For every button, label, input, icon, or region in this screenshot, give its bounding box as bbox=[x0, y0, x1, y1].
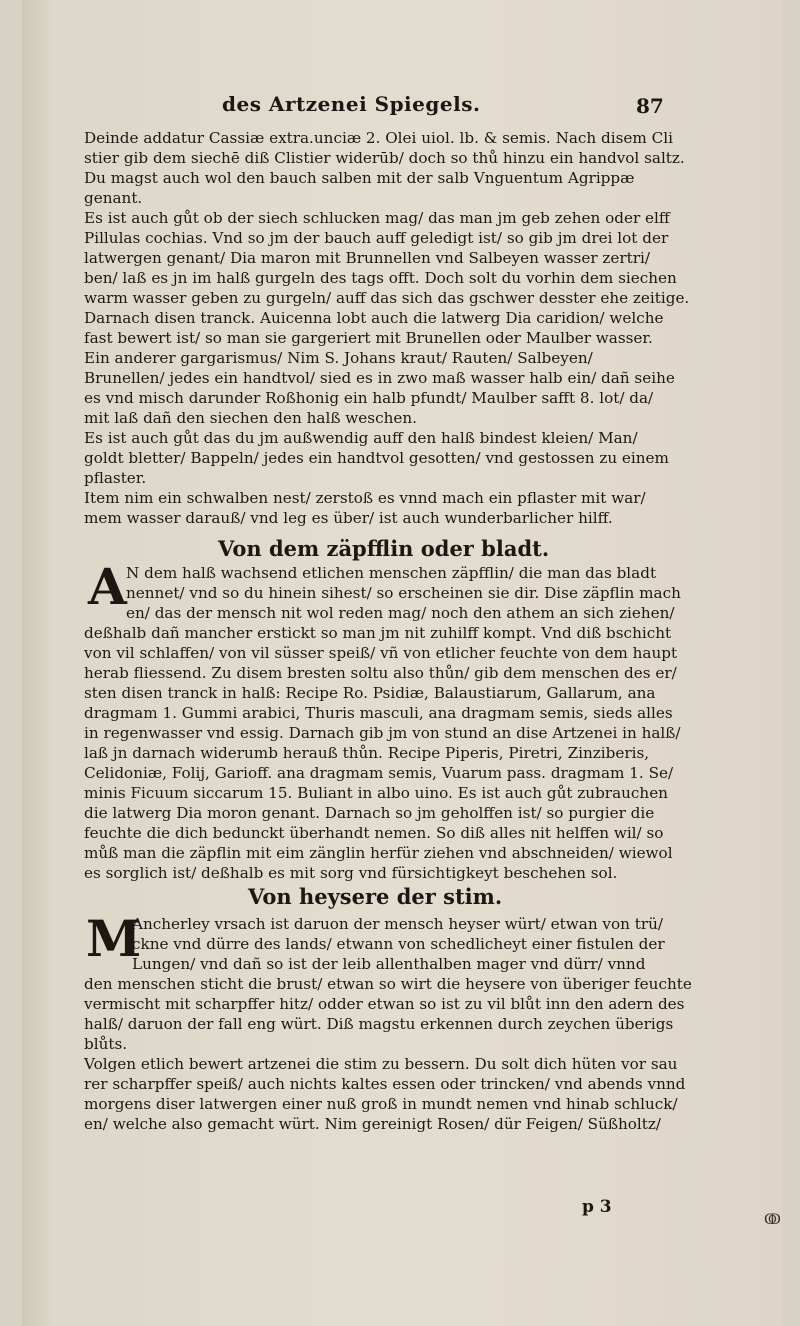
text-line: laß jn darnach widerumb herauß thůn. Recipe Piperis, Piretri, Zinziberis, bbox=[84, 744, 650, 762]
text-line: mem wasser darauß/ vnd leg es über/ ist auch wunderbarlicher hilff. bbox=[84, 509, 613, 527]
text-line: deßhalb dañ mancher erstickt so man jm nit zuhilff kompt. Vnd diß bschicht bbox=[84, 624, 672, 642]
text-line: sten disen tranck in halß: Recipe Ro. Psidiæ, Balaustiarum, Gallarum, ana bbox=[84, 684, 656, 702]
text-block-zaepfflin bbox=[84, 623, 681, 883]
text-line: es vnd misch darunder Roßhonig ein halb pfundt/ Maulber safft 8. lot/ da/ bbox=[84, 389, 654, 407]
text-line: morgens diser latwergen einer nuß groß in mundt nemen vnd hinab schluck/ bbox=[84, 1095, 678, 1113]
text-line: Item nim ein schwalben nest/ zerstoß es vnnd mach ein pflaster mit war/ bbox=[84, 489, 646, 507]
text-line: den menschen sticht die brust/ etwan so wirt die heysere von überiger feuchte bbox=[84, 975, 692, 993]
text-line: Pillulas cochias. Vnd so jm der bauch auff geledigt ist/ so gib jm drei lot der bbox=[84, 229, 669, 247]
text-line: ben/ laß es jn im halß gurgeln des tags offt. Doch solt du vorhin dem siechen bbox=[84, 269, 677, 287]
text-line: Brunellen/ jedes ein handtvol/ sied es in zwo maß wasser halb ein/ dañ seihe bbox=[84, 369, 675, 387]
signature-mark: p 3 bbox=[582, 1197, 612, 1217]
text-line: en/ das der mensch nit wol reden mag/ noch den athem an sich ziehen/ bbox=[126, 604, 675, 622]
text-line: pflaster. bbox=[84, 469, 147, 487]
text-line: feuchte die dich bedunckt überhandt nemen. So diß alles nit helffen wil/ so bbox=[84, 824, 664, 842]
text-block-clyster bbox=[84, 128, 690, 528]
running-head: des Artzenei Spiegels. bbox=[222, 92, 481, 116]
text-line: Darnach disen tranck. Auicenna lobt auch die latwerg Dia caridion/ welche bbox=[84, 309, 664, 327]
decorated-initial-a: A bbox=[88, 557, 127, 616]
text-line: Volgen etlich bewert artzenei die stim zu bessern. Du solt dich hüten vor sau bbox=[84, 1055, 678, 1073]
text-block-heysere bbox=[84, 974, 692, 1134]
text-line: Es ist auch gůt ob der siech schlucken mag/ das man jm geb zehen oder elff bbox=[84, 209, 670, 227]
text-line: Ein anderer gargarismus/ Nim S. Johans kraut/ Rauten/ Salbeyen/ bbox=[84, 349, 593, 367]
text-line: rer scharpffer speiß/ auch nichts kaltes essen oder trincken/ vnd abends vnnd bbox=[84, 1075, 686, 1093]
text-line: můß man die zäpflin mit eim zänglin herfür ziehen vnd abschneiden/ wiewol bbox=[84, 844, 673, 862]
text-line: fast bewert ist/ so man sie gargeriert mit Brunellen oder Maulber wasser. bbox=[84, 329, 653, 347]
text-line: halß/ daruon der fall eng würt. Diß magstu erkennen durch zeychen überigs bbox=[84, 1015, 674, 1033]
text-line: genant. bbox=[84, 189, 143, 207]
text-line: N dem halß wachsend etlichen menschen zäpfflin/ die man das bladt bbox=[126, 564, 657, 582]
text-line: ckne vnd dürre des lands/ etwann von schedlicheyt einer fistulen der bbox=[132, 935, 665, 953]
book-page bbox=[22, 0, 782, 1326]
text-line: en/ welche also gemacht würt. Nim gereinigt Rosen/ dür Feigen/ Süßholtz/ bbox=[84, 1115, 662, 1133]
text-line: Du magst auch wol den bauch salben mit der salb Vnguentum Agrippæ bbox=[84, 169, 635, 187]
decorated-initial-m: M bbox=[86, 909, 142, 968]
text-line: es sorglich ist/ deßhalb es mit sorg vnd fürsichtigkeyt beschehen sol. bbox=[84, 864, 618, 882]
text-line: dragmam 1. Gummi arabici, Thuris masculi, ana dragmam semis, sieds alles bbox=[84, 704, 673, 722]
text-line: blůts. bbox=[84, 1035, 128, 1053]
text-line: minis Ficuum siccarum 15. Buliant in albo uino. Es ist auch gůt zubrauchen bbox=[84, 784, 668, 802]
text-line: stier gib dem siechē diß Clistier widerūb/ doch so thů hinzu ein handvol saltz. bbox=[84, 149, 685, 167]
text-block-zaepfflin-intro bbox=[126, 563, 681, 623]
text-line: von vil schlaffen/ von vil süsser speiß/ vñ von etlicher feuchte von dem haupt bbox=[84, 644, 678, 662]
text-line: goldt bletter/ Bappeln/ jedes ein handtvol gesotten/ vnd gestossen zu einem bbox=[84, 449, 669, 467]
section-heading-heysere: Von heysere der stim. bbox=[248, 884, 503, 909]
section-heading-zaepfflin: Von dem zäpfflin oder bladt. bbox=[218, 536, 550, 561]
text-line: in regenwasser vnd essig. Darnach gib jm von stund an dise Artzenei in halß/ bbox=[84, 724, 681, 742]
text-line: Deinde addatur Cassiæ extra.unciæ 2. Olei uiol. lb. & semis. Nach disem Cli bbox=[84, 129, 673, 147]
text-line: Es ist auch gůt das du jm außwendig auff den halß bindest kleien/ Man/ bbox=[84, 429, 638, 447]
text-line: vermischt mit scharpffer hitz/ odder etwan so ist zu vil blůt inn den adern des bbox=[84, 995, 685, 1013]
text-line: herab fliessend. Zu disem bresten soltu also thůn/ gib dem menschen des er/ bbox=[84, 664, 677, 682]
text-line: warm wasser geben zu gurgeln/ auff das sich das gschwer desster ehe zeitige. bbox=[84, 289, 690, 307]
text-line: Ancherley vrsach ist daruon der mensch heyser würt/ etwan von trü/ bbox=[132, 915, 664, 933]
page-number: 87 bbox=[636, 94, 664, 118]
text-line: Celidoniæ, Folij, Garioff. ana dragmam semis, Vuarum pass. dragmam 1. Se/ bbox=[84, 764, 674, 782]
text-block-heysere-intro bbox=[132, 914, 672, 974]
text-line: nennet/ vnd so du hinein sihest/ so erscheinen sie dir. Dise zäpflin mach bbox=[126, 584, 681, 602]
margin-mark: ↂ bbox=[764, 1212, 781, 1228]
text-line: mit laß dañ den siechen den halß weschen. bbox=[84, 409, 417, 427]
text-line: die latwerg Dia moron genant. Darnach so jm geholffen ist/ so purgier die bbox=[84, 804, 655, 822]
text-line: Lungen/ vnd dañ so ist der leib allenthalben mager vnd dürr/ vnnd bbox=[132, 955, 646, 973]
text-line: latwergen genant/ Dia maron mit Brunnellen vnd Salbeyen wasser zertri/ bbox=[84, 249, 651, 267]
